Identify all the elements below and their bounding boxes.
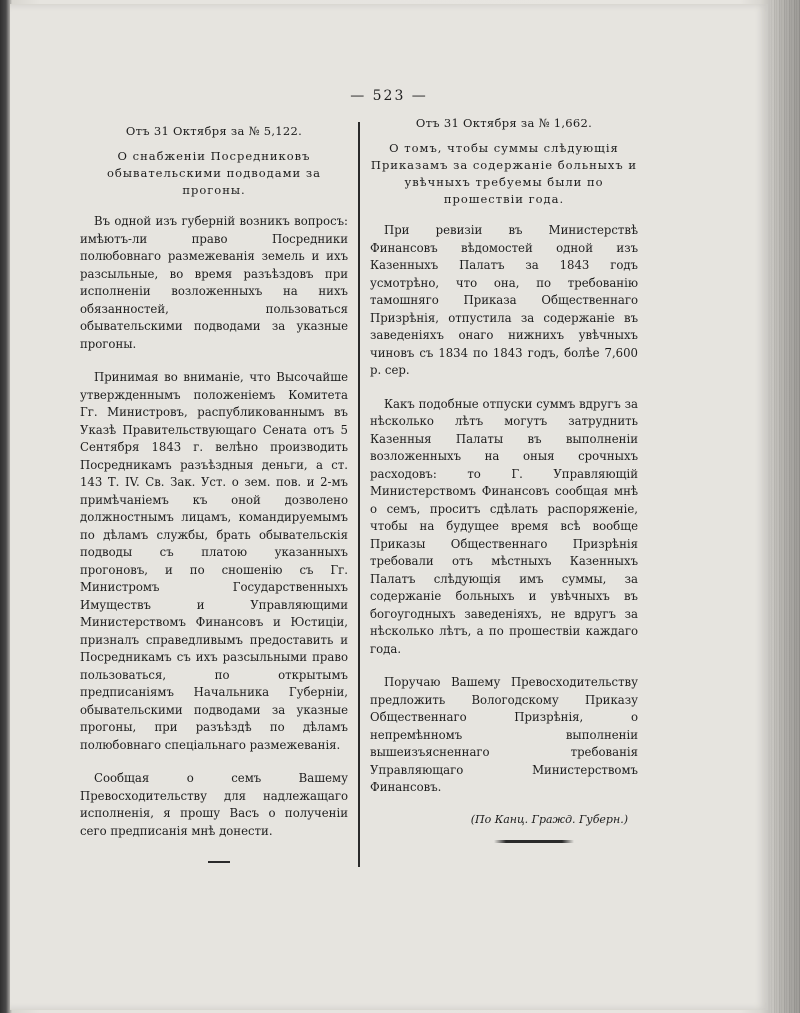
end-ornament-right	[494, 840, 574, 843]
column-divider	[358, 122, 360, 867]
source-citation: (По Канц. Гражд. Губерн.)	[470, 812, 628, 826]
left-paragraph-1: Въ одной изъ губерній возникъ вопросъ: имѣютъ-ли право Посредники полюбовнаго размежеванія земель и ихъ разсыльные, во время разъѣздовъ при исполненіи возложенныхъ на нихъ обязанностей, пользоваться обывательскими подводами за указные прогоны.	[80, 214, 348, 351]
right-column	[370, 116, 638, 826]
right-paragraph-2: Какъ подобные отпуски суммъ вдругъ за нѣсколько лѣтъ могутъ затруднить Казенныя Палаты въ выполненіи возложенныхъ на оныя срочныхъ расходовъ: то Г. Управляющій Министерствомъ Финансовъ сообщая мнѣ о семъ, проситъ сдѣлать распоряженіе, чтобы на будущее время всѣ вообще Приказы Общественнаго Призрѣнія требовали отъ мѣстныхъ Казенныхъ Палатъ слѣдующія имъ суммы, за содержаніе больныхъ и увѣчныхъ въ богоугодныхъ заведеніяхъ, не вдругъ за нѣсколько лѣтъ, а по прошествіи каждаго года.	[370, 396, 638, 656]
left-paragraph-3: Сообщая о семъ Вашему Превосходительству для надлежащаго исполненія, я прошу Васъ о полученіи сего предписанія мнѣ донести.	[80, 771, 348, 838]
right-paragraph-1: При ревизіи въ Министерствѣ Финансовъ вѣдомостей одной изъ Казенныхъ Палатъ за 1843 годъ усмотрѣно, что она, по требованію тамошняго Приказа Общественнаго Призрѣнія, отпустила за содержаніе въ заведеніяхъ онаго нижнихъ увѣчныхъ чиновъ съ 1834 по 1843 годъ, болѣе 7,600 р. сер.	[370, 223, 638, 377]
right-paragraph-3: Поручаю Вашему Превосходительству предложить Вологодскому Приказу Общественнаго Призрѣнія, о непремѣнномъ выполненіи вышеизъясненнаго требованія Управляющаго Министерствомъ Финансовъ.	[370, 675, 638, 794]
left-paragraph-2: Принимая во вниманіе, что Высочайше утвержденнымъ положеніемъ Комитета Гг. Министровъ, распубликованнымъ въ Указѣ Правительствующаго Сената отъ 5 Сентября 1843 г. велѣно производить Посредникамъ разъѣздныя деньги, а ст. 143 Т. IV. Св. Зак. Уст. о зем. пов. и 2-мъ примѣчаніемъ къ оной дозволено должностнымъ лицамъ, командируемымъ по дѣламъ службы, брать обывательскія подводы съ платою указанныхъ прогоновъ, и по сношенію съ Гг. Министромъ Государственныхъ Имуществъ и Управляющими Министерствомъ Финансовъ и Юстиціи, призналъ справедливымъ предоставить и Посредникамъ съ ихъ разсыльными право пользоваться, по открытымъ предписаніямъ Начальника Губерніи, обывательскими подводами за указные прогоны, при разъѣздѣ по дѣламъ полюбовнаго спеціальнаго размежеванія.	[80, 370, 348, 752]
page-edges	[770, 0, 800, 1013]
end-rule-left	[208, 861, 230, 863]
right-dateline: Отъ 31 Октября за № 1,662.	[415, 116, 593, 130]
left-heading: О снабженіи Посредниковъ обывательскими подводами за прогоны.	[106, 149, 322, 197]
page-number: — 523 —	[350, 88, 428, 104]
left-dateline: Отъ 31 Октября за № 5,122.	[125, 124, 303, 138]
right-heading: О томъ, чтобы суммы слѣдующія Приказамъ за содержаніе больныхъ и увѣчныхъ требуемы были по прошествіи года.	[370, 141, 638, 206]
left-column	[80, 124, 348, 856]
book-page	[10, 4, 768, 1010]
